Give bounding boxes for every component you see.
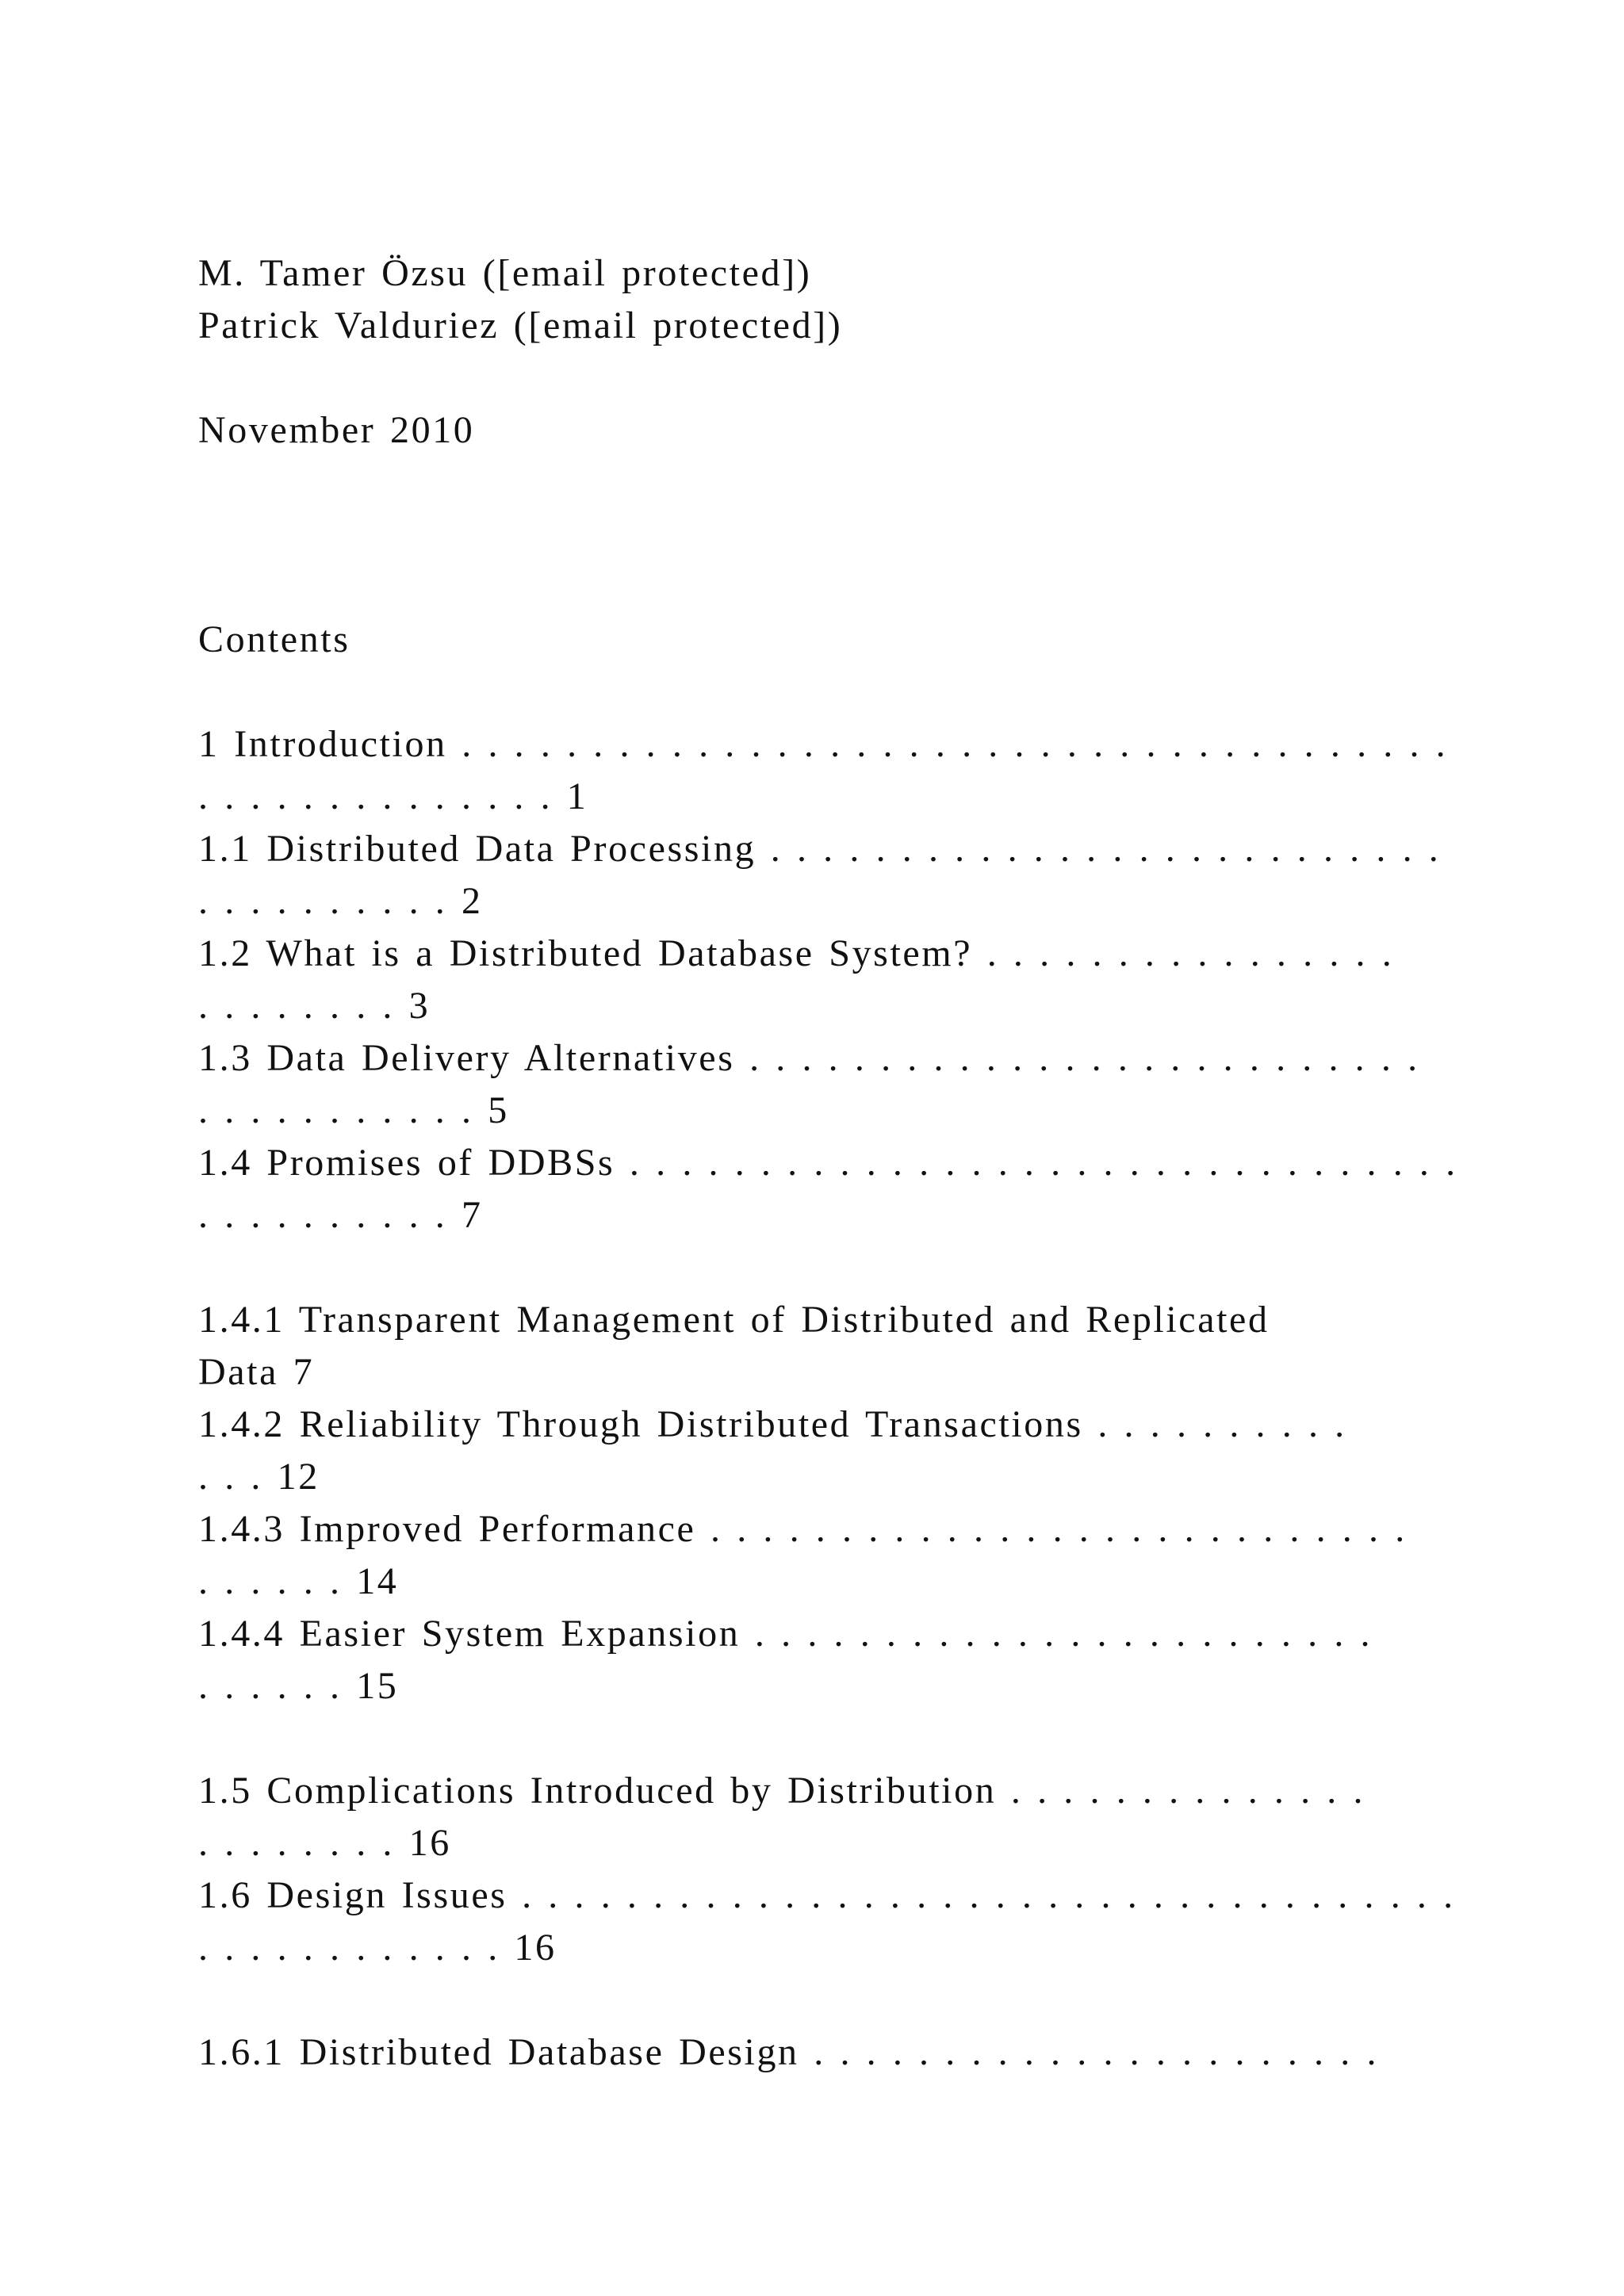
toc-entry: 1.2 What is a Distributed Database System? . . . . . . . . . . . . . . . . xyxy=(198,932,1394,974)
toc-entry-continuation: . . . . . . . . . . 7 xyxy=(198,1194,483,1236)
toc-entry: 1.4.2 Reliability Through Distributed Transactions . . . . . . . . . . xyxy=(198,1403,1346,1445)
toc-entry-continuation: . . . . . . . . . . 2 xyxy=(198,880,483,922)
toc-entry: 1.3 Data Delivery Alternatives . . . . . . . . . . . . . . . . . . . . . . . . . . xyxy=(198,1037,1419,1079)
toc-entry: 1.4.1 Transparent Management of Distributed and Replicated xyxy=(198,1299,1270,1341)
publication-date: November 2010 xyxy=(198,409,475,451)
blank-line xyxy=(198,457,1435,614)
author-line: Patrick Valduriez ([email protected]) xyxy=(198,304,843,346)
blank-line xyxy=(198,1242,1435,1294)
contents-heading: Contents xyxy=(198,618,350,660)
toc-entry: 1.4 Promises of DDBSs . . . . . . . . . . . . . . . . . . . . . . . . . . . . . . . . xyxy=(198,1142,1457,1184)
toc-entry-continuation: . . . . . . 15 xyxy=(198,1665,399,1707)
toc-entry: 1.4.3 Improved Performance . . . . . . . . . . . . . . . . . . . . . . . . . . . xyxy=(198,1508,1407,1550)
toc-entry: 1.5 Complications Introduced by Distribution . . . . . . . . . . . . . . xyxy=(198,1770,1365,1812)
toc-entry-continuation: . . . . . . . . . . . . 16 xyxy=(198,1927,557,1969)
toc-entry: 1.1 Distributed Data Processing . . . . . . . . . . . . . . . . . . . . . . . . . . xyxy=(198,828,1441,870)
toc-entry-continuation: . . . . . . . . 16 xyxy=(198,1822,451,1864)
blank-line xyxy=(198,1974,1435,2026)
toc-entry: 1.6 Design Issues . . . . . . . . . . . . . . . . . . . . . . . . . . . . . . . . . . . . xyxy=(198,1874,1455,1916)
blank-line xyxy=(198,1712,1435,1765)
toc-entry: 1 Introduction . . . . . . . . . . . . . . . . . . . . . . . . . . . . . . . . . . . . . . xyxy=(198,723,1448,765)
toc-entry-continuation: . . . . . . . . . . . . . . 1 xyxy=(198,775,588,817)
blank-line xyxy=(198,352,1435,404)
toc-entry-continuation: . . . . . . . . 3 xyxy=(198,985,431,1027)
document-page xyxy=(198,247,1457,2079)
author-line: M. Tamer Özsu ([email protected]) xyxy=(198,252,812,294)
toc-entry-continuation: . . . 12 xyxy=(198,1456,320,1498)
toc-entry: 1.6.1 Distributed Database Design . . . . . . . . . . . . . . . . . . . . . . xyxy=(198,2031,1379,2073)
toc-entry-continuation: . . . . . . 14 xyxy=(198,1560,399,1602)
blank-line xyxy=(198,666,1435,718)
toc-entry-continuation: Data 7 xyxy=(198,1351,315,1393)
toc-entry: 1.4.4 Easier System Expansion . . . . . . . . . . . . . . . . . . . . . . . . xyxy=(198,1613,1373,1655)
toc-entry-continuation: . . . . . . . . . . . 5 xyxy=(198,1089,509,1131)
